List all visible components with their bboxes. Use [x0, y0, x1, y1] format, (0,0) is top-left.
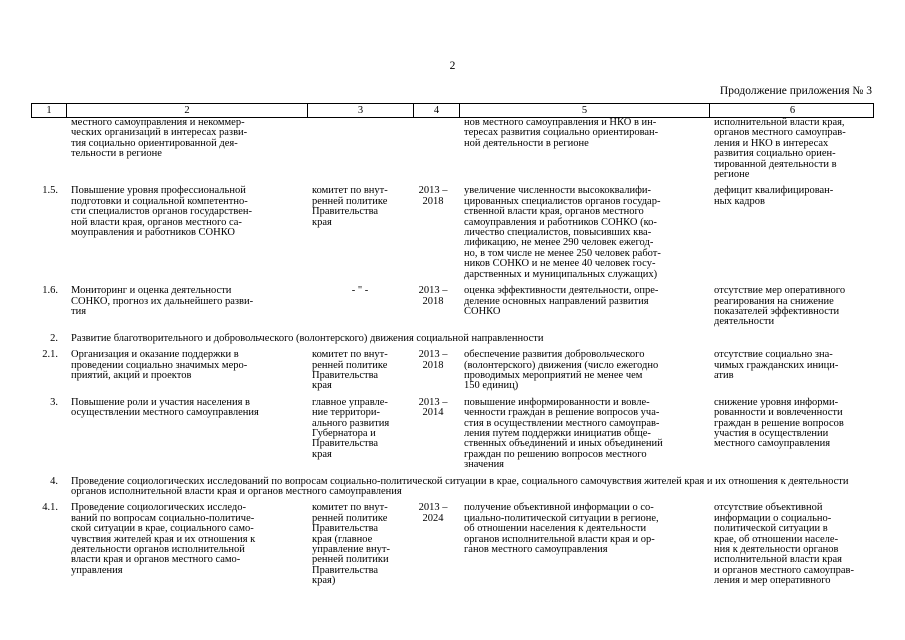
row-executor: - " -	[351, 285, 369, 297]
row-executor: главное управле- ние территори- ального развития Губернатора и Правительства края	[312, 396, 390, 460]
row-years: 2013 – 2018	[418, 285, 448, 307]
table-row	[31, 118, 874, 180]
page-number: 2	[449, 60, 456, 72]
row-number: 4.	[50, 475, 58, 487]
table-row	[31, 398, 874, 471]
section-row	[31, 334, 874, 344]
measures-table	[31, 103, 874, 587]
row-risk: отсутствие мер оперативного реагирования на снижение показателей эффективности деятельности	[714, 285, 846, 328]
row-risk: исполнительной власти края, органов местного самоуправ- ления и НКО в интересах развития социально ориен- тированной деятельности в регионе	[714, 117, 846, 181]
row-task: Проведение социологических исследо- ваний по вопросам социально-политиче- ской ситуации в крае, социального само- чувствия жителей края и их отношения к деятельности органов исполнительной власти края и органов местного само- управления	[71, 502, 256, 576]
section-title: Проведение социологических исследований по вопросам социально-политической ситуации в крае, социального самочувствия жителей края и их отношения к деятельности органов исполнительной власти края и органов местного самоуправления	[71, 475, 849, 497]
section-title: Развитие благотворительного и добровольческого (волонтерского) движения социальной направленности	[71, 332, 544, 344]
row-executor	[307, 118, 413, 180]
table-row	[31, 350, 874, 392]
row-years: 2013 – 2018	[418, 349, 448, 371]
row-years: 2013 – 2014	[418, 396, 448, 419]
row-task: Повышение уровня профессиональной подготовки и социальной компетентно- сти специалистов органов государствен- ной власти края, органов местного са- моуправления и работников СОНКО	[71, 185, 252, 239]
row-task: Мониторинг и оценка деятельности СОНКО, прогноз их дальнейшего разви- тия	[71, 285, 254, 317]
header-col-3: 3	[308, 104, 414, 117]
row-result: нов местного самоуправления и НКО в ин- тересах развития социально ориентирован- ной деятельности в регионе	[464, 117, 659, 149]
row-risk: дефицит квалифицирован- ных кадров	[714, 185, 834, 207]
row-result: получение объективной информации о со- циально-политической ситуации в регионе, об отношении населения к деятельности органов исполнительной власти края и ор- ганов местного самоуправления	[464, 502, 659, 556]
row-number: 2.1.	[42, 349, 58, 361]
row-number	[31, 118, 66, 180]
row-number: 1.6.	[42, 285, 58, 297]
row-years	[413, 118, 459, 180]
row-risk: отсутствие объективной информации о социально- политической ситуации в крае, об отношении населе- ния к деятельности органов исполнительной власти края и органов местного самоуправ- ления и мер оперативного	[714, 502, 854, 587]
row-number: 4.1.	[42, 502, 58, 514]
row-task: Повышение роли и участия населения в осуществлении местного самоуправления	[71, 396, 259, 419]
table-row	[31, 503, 874, 586]
row-result: увеличение численности высококвалифи- цированных специалистов органов государ- ственной власти края, органов местного самоуправления и работников СОНКО (ко- личество специалистов, повысивших ква- лификацию, не менее 290 человек ежегод- но, в том числе не менее 250 человек работ- ников СОНКО и не менее 40 человек госу- дарственных и муниципальных служащих)	[464, 185, 661, 280]
header-col-6: 6	[789, 105, 796, 116]
row-years: 2013 – 2024	[418, 502, 448, 524]
row-risk: отсутствие социально зна- чимых гражданских иници- атив	[714, 349, 839, 381]
row-number: 1.5.	[42, 185, 58, 197]
row-executor: комитет по внут- ренней политике Правительства края	[312, 185, 388, 228]
row-executor: комитет по внут- ренней политике Правительства края	[312, 349, 388, 392]
row-result: оценка эффективности деятельности, опре- деление основных направлений развития СОНКО	[464, 285, 659, 317]
row-result: обеспечение развития добровольческого (волонтерского) движения (число ежегодно проводимых мероприятий не менее чем 150 единиц)	[464, 349, 659, 392]
row-executor: комитет по внут- ренней политике Правительства края (главное управление внут- ренней политики Правительства края)	[312, 502, 390, 587]
continuation-caption: Продолжение приложения № 3	[719, 85, 872, 97]
row-number: 3.	[50, 396, 58, 408]
row-years: 2013 – 2018	[418, 185, 448, 207]
header-col-5: 5	[460, 104, 710, 117]
row-task: местного самоуправления и некоммер- ческих организаций в интересах разви- тия социально ориентированной дея- тельности в регионе	[71, 117, 248, 160]
table-row	[31, 286, 874, 328]
header-col-2: 2	[67, 104, 308, 117]
row-task: Организация и оказание поддержки в проведении социально значимых меро- приятий, акций и проектов	[71, 349, 248, 381]
row-risk: снижение уровня информи- рованности и вовлеченности граждан в решение вопросов участия в осуществлении местного самоуправления	[714, 396, 844, 450]
row-number: 2.	[50, 332, 58, 344]
table-header	[31, 103, 874, 118]
section-row	[31, 477, 874, 498]
table-row	[31, 186, 874, 280]
row-result: повышение информированности и вовле- ченности граждан в решение вопросов уча- стия в осуществлении местного самоуправ- ления путем поддержки инициатив обще- ственных объединений и иных объединений граждан по решению вопросов местного значения	[464, 396, 663, 471]
header-col-1: 1	[32, 104, 67, 117]
header-col-4: 4	[414, 104, 460, 117]
